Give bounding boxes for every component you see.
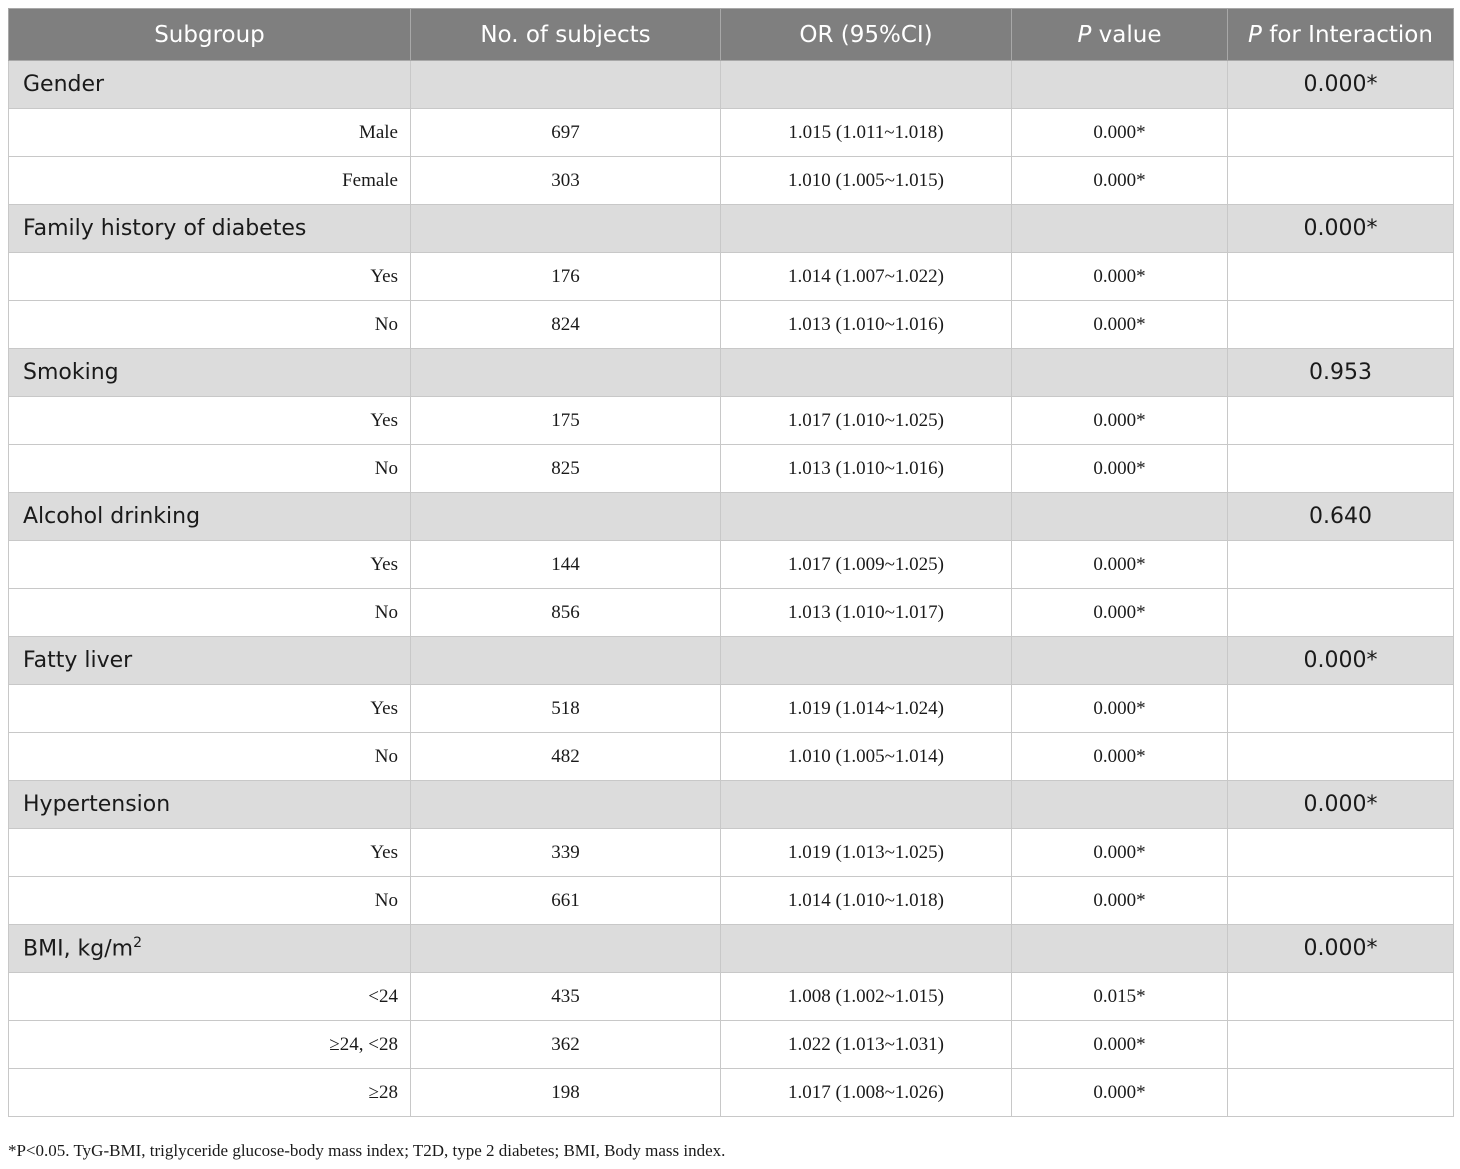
subgroup-subjects: 303	[411, 157, 721, 205]
subgroup-p-value: 0.000*	[1012, 541, 1228, 589]
subgroup-p-value: 0.000*	[1012, 685, 1228, 733]
group-name-text: Smoking	[23, 360, 119, 385]
subgroup-subjects: 697	[411, 109, 721, 157]
subgroup-p-value: 0.000*	[1012, 397, 1228, 445]
group-name	[9, 925, 411, 973]
group-empty-cell	[721, 349, 1012, 397]
subgroup-or: 1.010 (1.005~1.014)	[721, 733, 1012, 781]
group-p-interaction: 0.640	[1228, 493, 1454, 541]
subgroup-or: 1.017 (1.010~1.025)	[721, 397, 1012, 445]
header-or: OR (95%CI)	[721, 9, 1012, 61]
subgroup-or: 1.013 (1.010~1.016)	[721, 445, 1012, 493]
subgroup-row	[9, 445, 1454, 493]
subgroup-label: Yes	[9, 397, 411, 445]
subgroup-or: 1.008 (1.002~1.015)	[721, 973, 1012, 1021]
subgroup-subjects: 198	[411, 1069, 721, 1117]
subgroup-empty-cell	[1228, 877, 1454, 925]
subgroup-empty-cell	[1228, 829, 1454, 877]
subgroup-row	[9, 589, 1454, 637]
subgroup-empty-cell	[1228, 253, 1454, 301]
group-empty-cell	[721, 925, 1012, 973]
subgroup-row	[9, 685, 1454, 733]
subgroup-label: Yes	[9, 829, 411, 877]
header-row	[9, 9, 1454, 61]
group-empty-cell	[721, 205, 1012, 253]
subgroup-label: No	[9, 877, 411, 925]
subgroup-or: 1.015 (1.011~1.018)	[721, 109, 1012, 157]
group-empty-cell	[721, 61, 1012, 109]
group-name-text: Family history of diabetes	[23, 216, 307, 241]
subgroup-empty-cell	[1228, 397, 1454, 445]
subgroup-row	[9, 157, 1454, 205]
group-empty-cell	[1012, 637, 1228, 685]
subgroup-subjects: 175	[411, 397, 721, 445]
subgroup-subjects: 435	[411, 973, 721, 1021]
group-empty-cell	[411, 925, 721, 973]
subgroup-label: No	[9, 301, 411, 349]
subgroup-or: 1.010 (1.005~1.015)	[721, 157, 1012, 205]
group-p-interaction: 0.000*	[1228, 205, 1454, 253]
group-name	[9, 205, 411, 253]
subgroup-subjects: 856	[411, 589, 721, 637]
group-empty-cell	[411, 205, 721, 253]
group-empty-cell	[411, 637, 721, 685]
subgroup-label: <24	[9, 973, 411, 1021]
table-header	[9, 9, 1454, 61]
subgroup-subjects: 362	[411, 1021, 721, 1069]
group-name	[9, 781, 411, 829]
subgroup-or: 1.013 (1.010~1.016)	[721, 301, 1012, 349]
subgroup-label: Male	[9, 109, 411, 157]
subgroup-subjects: 824	[411, 301, 721, 349]
group-name	[9, 349, 411, 397]
subgroup-label: ≥24, <28	[9, 1021, 411, 1069]
group-row	[9, 349, 1454, 397]
group-p-interaction: 0.000*	[1228, 781, 1454, 829]
subgroup-p-value: 0.000*	[1012, 1069, 1228, 1117]
group-row	[9, 61, 1454, 109]
header-p-italic: P	[1077, 21, 1092, 48]
subgroup-table-container	[8, 8, 1453, 1117]
group-empty-cell	[1012, 61, 1228, 109]
subgroup-row	[9, 829, 1454, 877]
group-empty-cell	[411, 349, 721, 397]
header-subgroup: Subgroup	[9, 9, 411, 61]
subgroup-analysis-table	[8, 8, 1454, 1117]
header-p-rest: value	[1091, 21, 1162, 48]
subgroup-row	[9, 733, 1454, 781]
subgroup-p-value: 0.000*	[1012, 877, 1228, 925]
subgroup-subjects: 144	[411, 541, 721, 589]
subgroup-p-value: 0.000*	[1012, 445, 1228, 493]
header-p-interaction	[1228, 9, 1454, 61]
subgroup-row	[9, 541, 1454, 589]
subgroup-empty-cell	[1228, 157, 1454, 205]
subgroup-label: Female	[9, 157, 411, 205]
subgroup-or: 1.017 (1.009~1.025)	[721, 541, 1012, 589]
group-p-interaction: 0.000*	[1228, 61, 1454, 109]
group-empty-cell	[1012, 493, 1228, 541]
group-empty-cell	[411, 493, 721, 541]
subgroup-or: 1.017 (1.008~1.026)	[721, 1069, 1012, 1117]
group-empty-cell	[1012, 205, 1228, 253]
subgroup-p-value: 0.000*	[1012, 733, 1228, 781]
subgroup-empty-cell	[1228, 733, 1454, 781]
subgroup-p-value: 0.000*	[1012, 253, 1228, 301]
group-p-interaction: 0.953	[1228, 349, 1454, 397]
subgroup-p-value: 0.015*	[1012, 973, 1228, 1021]
subgroup-empty-cell	[1228, 685, 1454, 733]
group-empty-cell	[1012, 349, 1228, 397]
group-p-interaction: 0.000*	[1228, 637, 1454, 685]
subgroup-or: 1.014 (1.010~1.018)	[721, 877, 1012, 925]
subgroup-p-value: 0.000*	[1012, 1021, 1228, 1069]
subgroup-or: 1.014 (1.007~1.022)	[721, 253, 1012, 301]
subgroup-p-value: 0.000*	[1012, 589, 1228, 637]
group-empty-cell	[1012, 781, 1228, 829]
subgroup-p-value: 0.000*	[1012, 301, 1228, 349]
subgroup-subjects: 661	[411, 877, 721, 925]
subgroup-row	[9, 973, 1454, 1021]
subgroup-empty-cell	[1228, 301, 1454, 349]
group-name-text: Fatty liver	[23, 648, 133, 673]
group-name	[9, 61, 411, 109]
subgroup-label: Yes	[9, 253, 411, 301]
group-row	[9, 781, 1454, 829]
subgroup-subjects: 482	[411, 733, 721, 781]
group-empty-cell	[721, 781, 1012, 829]
header-pint-rest: for Interaction	[1261, 21, 1433, 48]
subgroup-empty-cell	[1228, 109, 1454, 157]
group-name	[9, 637, 411, 685]
group-name-text: Hypertension	[23, 792, 171, 817]
group-empty-cell	[721, 493, 1012, 541]
group-name-superscript: 2	[133, 935, 143, 952]
subgroup-or: 1.013 (1.010~1.017)	[721, 589, 1012, 637]
subgroup-subjects: 176	[411, 253, 721, 301]
subgroup-empty-cell	[1228, 541, 1454, 589]
table-body	[9, 61, 1454, 1117]
group-row	[9, 925, 1454, 973]
group-empty-cell	[411, 61, 721, 109]
header-subjects: No. of subjects	[411, 9, 721, 61]
group-row	[9, 493, 1454, 541]
group-empty-cell	[1012, 925, 1228, 973]
subgroup-label: No	[9, 445, 411, 493]
group-name	[9, 493, 411, 541]
subgroup-or: 1.019 (1.013~1.025)	[721, 829, 1012, 877]
subgroup-row	[9, 877, 1454, 925]
subgroup-or: 1.019 (1.014~1.024)	[721, 685, 1012, 733]
group-name-text: Gender	[23, 72, 105, 97]
subgroup-empty-cell	[1228, 589, 1454, 637]
subgroup-p-value: 0.000*	[1012, 157, 1228, 205]
group-p-interaction: 0.000*	[1228, 925, 1454, 973]
subgroup-empty-cell	[1228, 445, 1454, 493]
group-row	[9, 205, 1454, 253]
group-name-text: BMI, kg/m	[23, 936, 134, 962]
subgroup-row	[9, 109, 1454, 157]
subgroup-label: Yes	[9, 541, 411, 589]
group-empty-cell	[721, 637, 1012, 685]
header-pint-italic: P	[1248, 21, 1262, 48]
subgroup-row	[9, 253, 1454, 301]
subgroup-label: Yes	[9, 685, 411, 733]
subgroup-subjects: 518	[411, 685, 721, 733]
subgroup-empty-cell	[1228, 1021, 1454, 1069]
subgroup-subjects: 825	[411, 445, 721, 493]
group-name-text: Alcohol drinking	[23, 504, 201, 529]
subgroup-or: 1.022 (1.013~1.031)	[721, 1021, 1012, 1069]
subgroup-label: ≥28	[9, 1069, 411, 1117]
subgroup-row	[9, 301, 1454, 349]
group-row	[9, 637, 1454, 685]
subgroup-label: No	[9, 589, 411, 637]
subgroup-p-value: 0.000*	[1012, 829, 1228, 877]
subgroup-empty-cell	[1228, 1069, 1454, 1117]
subgroup-p-value: 0.000*	[1012, 109, 1228, 157]
subgroup-row	[9, 1021, 1454, 1069]
table-footnote: *P<0.05. TyG-BMI, triglyceride glucose-body mass index; T2D, type 2 diabetes; BMI, Body mass index.	[8, 1141, 726, 1160]
group-empty-cell	[411, 781, 721, 829]
subgroup-subjects: 339	[411, 829, 721, 877]
subgroup-row	[9, 397, 1454, 445]
header-p-value	[1012, 9, 1228, 61]
subgroup-row	[9, 1069, 1454, 1117]
subgroup-empty-cell	[1228, 973, 1454, 1021]
subgroup-label: No	[9, 733, 411, 781]
